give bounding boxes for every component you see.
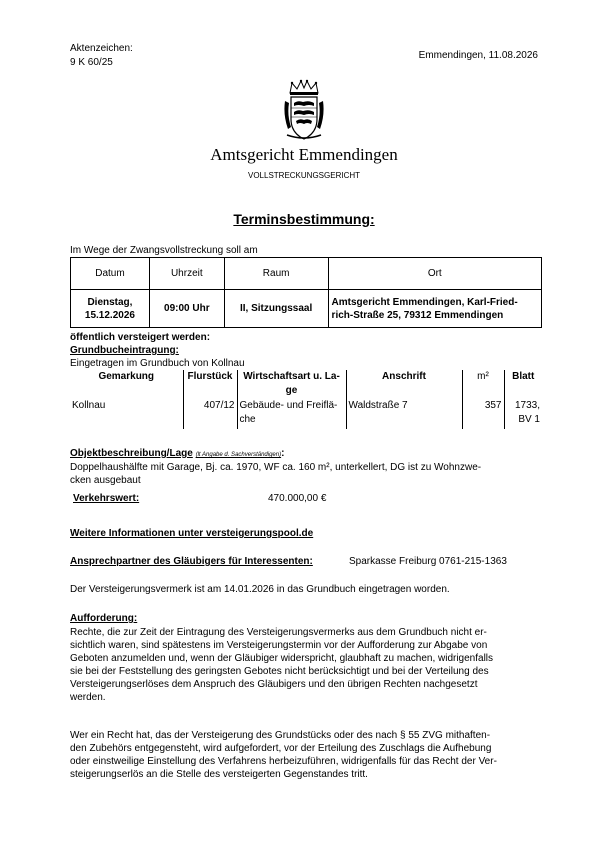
- intro-text: Im Wege der Zwangsvollstreckung soll am: [70, 245, 258, 256]
- grundbuch-table: [70, 370, 542, 429]
- cell-flurstueck: 407/12: [183, 399, 237, 429]
- termin-place: [328, 290, 541, 328]
- auction-line: öffentlich versteigert werden:: [70, 332, 211, 343]
- rights-line: Wer ein Recht hat, das der Versteigerung des Grundstücks oder des nach § 55 ZVG mithaften-: [70, 730, 491, 741]
- cell-qm: 357: [462, 399, 504, 429]
- court-name: Amtsgericht Emmendingen: [210, 145, 398, 164]
- objekt-heading-note: (lt Angabe d. Sachverständigen): [195, 452, 282, 458]
- grundbuch-subline: Eingetragen im Grundbuch von Kollnau: [70, 358, 245, 369]
- vermerk-text: Der Versteigerungsvermerk ist am 14.01.2026 in das Grundbuch eingetragen worden.: [70, 584, 450, 595]
- aufforderung-line: sichtlich waren, sind spätestens im Versteigerungstermin vor der Aufforderung zur Abgabe von: [70, 640, 488, 651]
- aufforderung-line: Geboten anzumelden und, wenn der Gläubiger widerspricht, glaubhaft zu machen, widrigenfalls: [70, 653, 494, 664]
- termin-place-line1: Amtsgericht Emmendingen, Karl-Fried-: [331, 296, 518, 308]
- contact-value: Sparkasse Freiburg 0761-215-1363: [349, 556, 507, 567]
- aufforderung-paragraph: [70, 626, 548, 704]
- objekt-line2: cken ausgebaut: [70, 475, 141, 486]
- rights-line: oder einstweilige Einstellung des Verfahrens herbeizuführen, widrigenfalls für das Recht der Ver-: [70, 756, 497, 767]
- cell-wirtschaftsart: [237, 399, 346, 429]
- termin-data-row: [71, 290, 542, 328]
- contact-label: Ansprechpartner des Gläubigers für Interessenten:: [70, 556, 313, 567]
- aufforderung-line: Versteigerungserlöses dem Anspruch des Gläubigers und den übrigen Rechten nachgesetzt: [70, 679, 478, 690]
- termin-date-weekday: Dienstag,: [87, 296, 133, 308]
- cell-blatt-line2: BV 1: [518, 414, 540, 425]
- more-info-line: Weitere Informationen unter versteigerungspool.de: [70, 528, 314, 539]
- verkehrswert-label: Verkehrswert:: [73, 493, 140, 504]
- rights-line: steigerungserlös an die Stelle des versteigerten Gegenstandes tritt.: [70, 769, 368, 780]
- verkehrswert-value: 470.000,00 €: [268, 493, 327, 504]
- cell-blatt: [504, 399, 542, 429]
- rights-paragraph: [70, 729, 548, 781]
- header-uhrzeit: Uhrzeit: [149, 258, 224, 290]
- document-title: Terminsbestimmung:: [233, 211, 375, 227]
- objekt-description: [70, 461, 545, 487]
- cell-anschrift: Waldstraße 7: [346, 399, 462, 429]
- header-anschrift: Anschrift: [346, 370, 462, 399]
- file-number-value: 9 K 60/25: [70, 57, 113, 68]
- header-wirtschaftsart-line1: Wirtschaftsart u. La-: [243, 371, 340, 382]
- termin-room: II, Sitzungssaal: [224, 290, 328, 328]
- coat-of-arms-icon: [283, 79, 325, 141]
- cell-wirtschaftsart-line1: Gebäude- und Freiflä-: [239, 400, 338, 411]
- header-qm: m²: [462, 370, 504, 399]
- header-datum: Datum: [71, 258, 150, 290]
- cell-gemarkung: Kollnau: [72, 400, 106, 411]
- objekt-heading-colon: :: [281, 448, 285, 459]
- termin-place-line2: rich-Straße 25, 79312 Emmendingen: [331, 309, 504, 321]
- aufforderung-line: werden.: [70, 692, 106, 703]
- court-department: VOLLSTRECKUNGSGERICHT: [247, 171, 361, 180]
- grundbuch-heading: Grundbucheintragung:: [70, 345, 179, 356]
- header-gemarkung: Gemarkung: [98, 371, 155, 382]
- place-and-date: Emmendingen, 11.08.2026: [418, 50, 538, 61]
- file-number-label: Aktenzeichen:: [70, 43, 133, 54]
- objekt-heading-line: [70, 447, 284, 462]
- aufforderung-heading: Aufforderung:: [70, 613, 138, 624]
- aufforderung-line: sie bei der Feststellung des geringsten Gebotes nicht berücksichtigt und bei der Verteilung des: [70, 666, 489, 677]
- aufforderung-line: Rechte, die zur Zeit der Eintragung des Versteigerungsvermerks aus dem Grundbuch nicht er-: [70, 627, 487, 638]
- header-ort: Ort: [328, 258, 541, 290]
- header-wirtschaftsart-line2: ge: [285, 385, 298, 396]
- objekt-heading: Objektbeschreibung/Lage: [70, 448, 193, 459]
- termin-date: [71, 290, 150, 328]
- objekt-line1: Doppelhaushälfte mit Garage, Bj. ca. 1970, WF ca. 160 m², unterkellert, DG ist zu Wohnzwe-: [70, 462, 482, 473]
- termin-date-value: 15.12.2026: [84, 309, 135, 321]
- header-flurstueck: Flurstück: [183, 370, 237, 399]
- grundbuch-header-row: [70, 370, 542, 399]
- termin-header-row: [71, 258, 542, 290]
- cell-blatt-line1: 1733,: [514, 400, 540, 411]
- termin-table: [70, 257, 542, 328]
- rights-line: den Zubehörs entgegensteht, wird aufgefordert, vor der Erteilung des Zuschlags die Aufhebung: [70, 743, 492, 754]
- grundbuch-data-row: [70, 399, 542, 429]
- cell-wirtschaftsart-line2: che: [239, 414, 256, 425]
- header-raum: Raum: [224, 258, 328, 290]
- header-wirtschaftsart: [237, 370, 346, 399]
- termin-time: 09:00 Uhr: [149, 290, 224, 328]
- header-blatt: Blatt: [504, 370, 542, 399]
